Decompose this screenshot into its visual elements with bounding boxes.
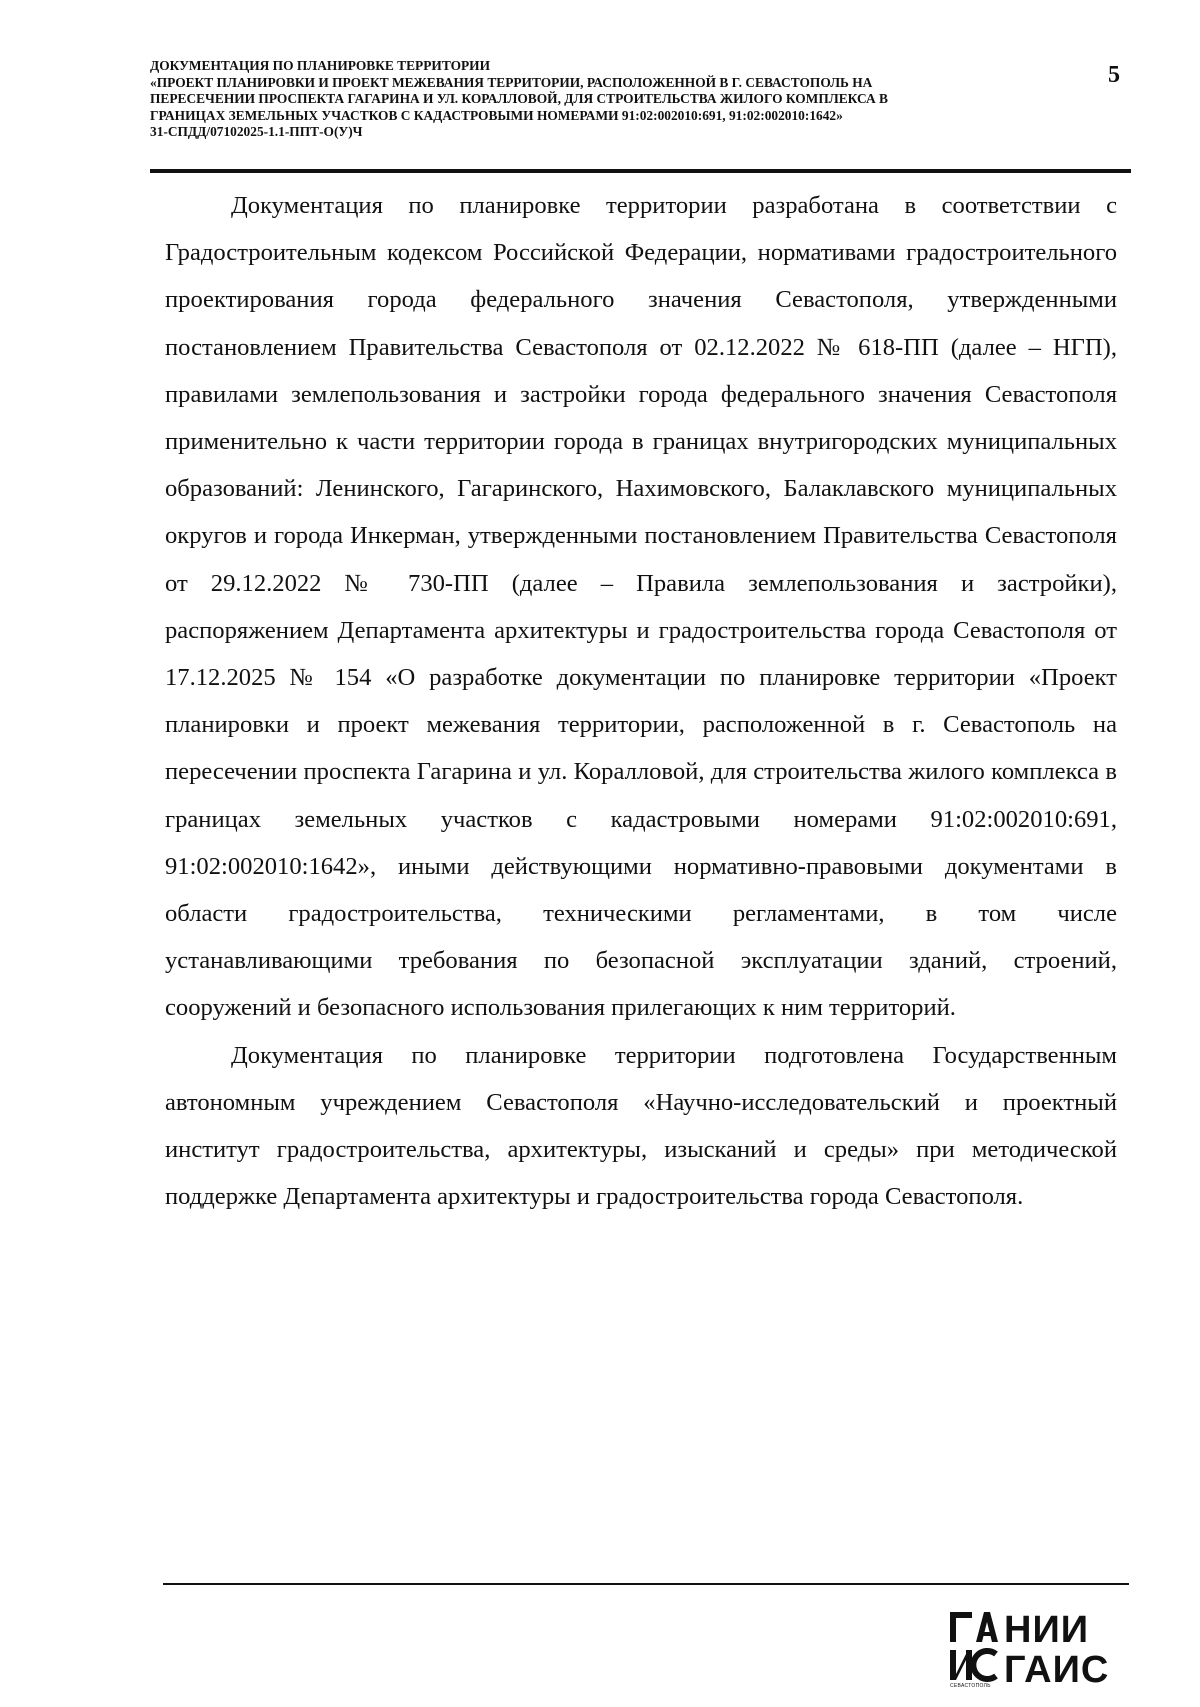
institute-logo [950,1610,1132,1696]
body-paragraph: Документация по планировке территории подготовлена Государственным автономным учреждением Севастополя «Научно-исследовательский и проектный институт градостроительства, архитектуры, изысканий и среды» при методической поддержке Департамента архитектуры и градостроительства города Севастополя. [165,1041,1117,1211]
gaiis-monogram-icon [950,1612,998,1684]
header-document-code: 31-СПДД/07102025-1.1-ППТ-О(У)Ч [150,124,363,139]
footer-divider [163,1583,1129,1585]
header-project-line-2: ПЕРЕСЕЧЕНИИ ПРОСПЕКТА ГАГАРИНА И УЛ. КОРАЛЛОВОЙ, ДЛЯ СТРОИТЕЛЬСТВА ЖИЛОГО КОМПЛЕКСА В [150,91,888,106]
page-number: 5 [1108,62,1120,88]
logo-line-1: НИИ [1004,1609,1090,1651]
header-divider [150,169,1131,173]
document-header [150,58,1070,141]
logo-wordmark [1004,1610,1109,1690]
logo-line-2: ГАИС [1004,1649,1110,1691]
header-project-line-3: ГРАНИЦАХ ЗЕМЕЛЬНЫХ УЧАСТКОВ С КАДАСТРОВЫМИ НОМЕРАМИ 91:02:002010:691, 91:02:002010:1642» [150,107,843,123]
body-paragraph: Документация по планировке территории разработана в соответствии с Градостроительным кодексом Российской Федерации, нормативами градостроительного проектирования города федерального значения Севастополя, утвержденными постановлением Правительства Севастополя от 02.12.2022 № 618-ПП (далее – НГП), правилами землепользования и застройки города федерального значения Севастополя применительно к части территории города в границах внутригородских муниципальных образований: Ленинского, Гагаринского, Нахимовского, Балаклавского муниципальных округов и города Инкерман, утвержденными постановлением Правительства Севастополя от 29.12.2022 № 730-ПП (далее – Правила землепользования и застройки), распоряжением Департамента архитектуры и градостроительства города Севастополя от 17.12.2025 № 154 «О разработке документации по планировке территории «Проект планировки и проект межевания территории, расположенной в г. Севастополь на пересечении проспекта Гагарина и ул. Коралловой, для строительства жилого комплекса в границах земельных участков с кадастровыми номерами 91:02:002010:691, 91:02:002010:1642», иными действующими нормативно-правовыми документами в области градостроительства, техническими регламентами, в том числе устанавливающими требования по безопасной эксплуатации зданий, строений, сооружений и безопасного использования прилегающих к ним территорий. [165,192,1117,1022]
header-title-line: ДОКУМЕНТАЦИЯ ПО ПЛАНИРОВКЕ ТЕРРИТОРИИ [150,58,490,73]
logo-caption: СЕВАСТОПОЛЬ [950,1683,991,1689]
document-body [165,182,1117,1220]
header-project-line-1: «ПРОЕКТ ПЛАНИРОВКИ И ПРОЕКТ МЕЖЕВАНИЯ ТЕРРИТОРИИ, РАСПОЛОЖЕННОЙ В Г. СЕВАСТОПОЛЬ НА [150,74,873,90]
